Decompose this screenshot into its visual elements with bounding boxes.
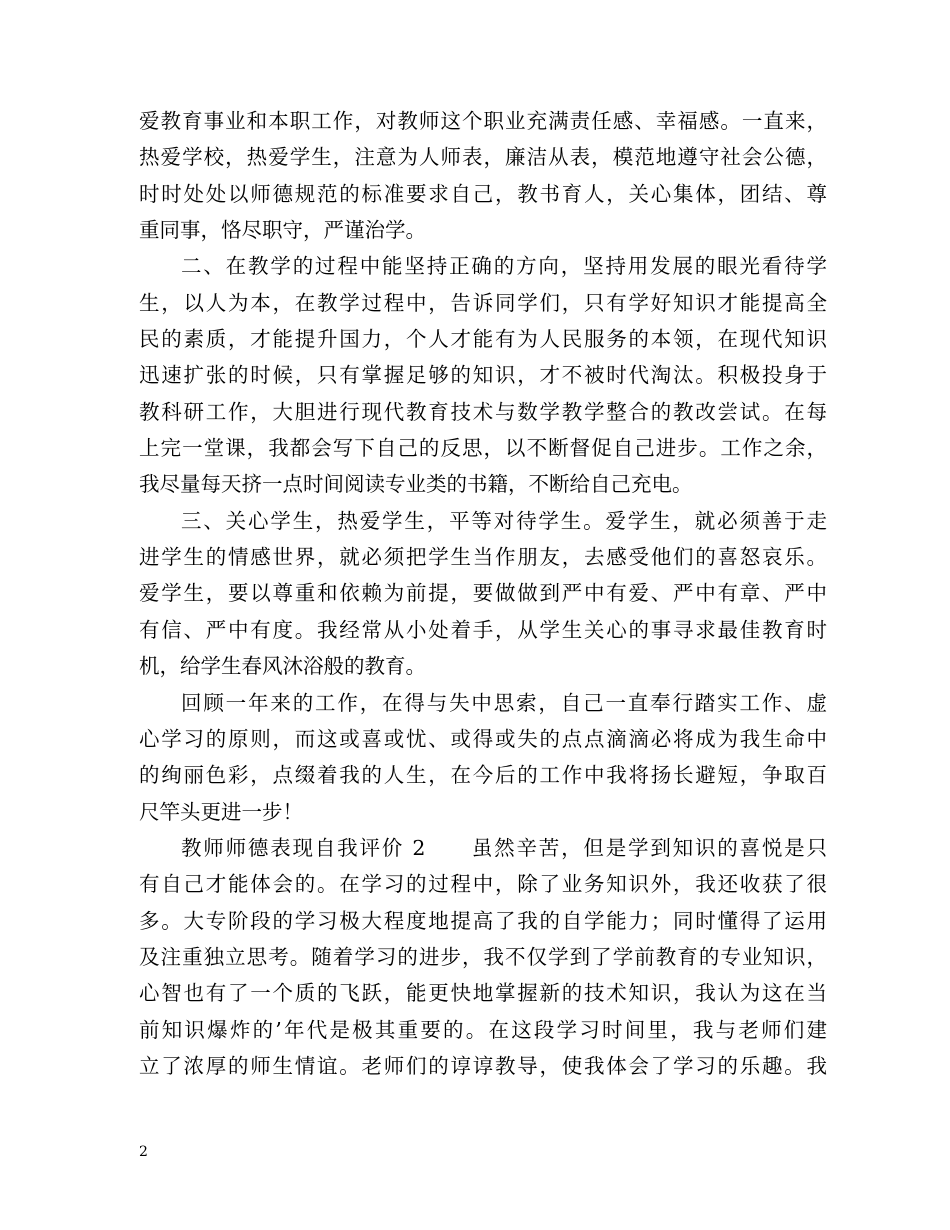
text-line: 立了浓厚的师生情谊。老师们的谆谆教导，使我体会了学习的乐趣。我 [139,1053,827,1078]
text-line: 上完一堂课，我都会写下自己的反思，以不断督促自己进步。工作之余， [139,436,827,461]
text-line: 迅速扩张的时候，只有掌握足够的知识，才不被时代淘汰。积极投身于 [139,363,827,388]
text-line: 进学生的情感世界，就必须把学生当作朋友，去感受他们的喜怒哀乐。 [139,545,827,570]
text-line: 时时处处以师德规范的标准要求自己，教书育人，关心集体，团结、尊 [139,181,827,206]
text-line: 重同事，恪尽职守，严谨治学。 [139,218,426,243]
text-line: 二、在教学的过程中能坚持正确的方向，坚持用发展的眼光看待学 [181,254,827,279]
body-text [139,103,827,1084]
text-line: 爱学生，要以尊重和依赖为前提，要做做到严中有爱、严中有章、严中 [139,581,827,606]
text-line: 回顾一年来的工作，在得与失中思索，自己一直奉行踏实工作、虚 [181,690,827,715]
text-line: 有信、严中有度。我经常从小处着手，从学生关心的事寻求最佳教育时 [139,617,827,642]
text-line: 机，给学生春风沐浴般的教育。 [139,654,426,679]
text-line: 教师师德表现自我评价 2 虽然辛苦，但是学到知识的喜悦是只 [181,835,827,860]
text-line: 我尽量每天挤一点时间阅读专业类的书籍，不断给自己充电。 [139,472,693,497]
text-line: 生，以人为本，在教学过程中，告诉同学们，只有学好知识才能提高全 [139,290,827,315]
text-line: 心智也有了一个质的飞跃，能更快地掌握新的技术知识，我认为这在当 [139,981,827,1006]
page-number: 2 [139,1144,148,1160]
text-line: 民的素质，才能提升国力，个人才能有为人民服务的本领，在现代知识 [139,327,827,352]
text-line: 尺竿头更进一步！ [139,799,303,824]
text-line: 的绚丽色彩，点缀着我的人生，在今后的工作中我将扬长避短，争取百 [139,763,827,788]
text-line: 多。大专阶段的学习极大程度地提高了我的自学能力；同时懂得了运用 [139,908,827,933]
text-line: 热爱学校，热爱学生，注意为人师表，廉洁从表，模范地遵守社会公德， [139,145,827,170]
text-line: 教科研工作，大胆进行现代教育技术与数学教学整合的教改尝试。在每 [139,399,827,424]
text-line: 及注重独立思考。随着学习的进步，我不仅学到了学前教育的专业知识， [139,944,827,969]
text-line: 三、关心学生，热爱学生，平等对待学生。爱学生，就必须善于走 [181,508,827,533]
text-line: 有自己才能体会的。在学习的过程中，除了业务知识外，我还收获了很 [139,872,827,897]
text-line: 爱教育事业和本职工作，对教师这个职业充满责任感、幸福感。一直来， [139,109,827,133]
text-line: 前知识爆炸的’年代是极其重要的。在这段学习时间里，我与老师们建 [139,1017,827,1042]
text-line: 心学习的原则，而这或喜或忧、或得或失的点点滴滴必将成为我生命中 [139,726,827,751]
